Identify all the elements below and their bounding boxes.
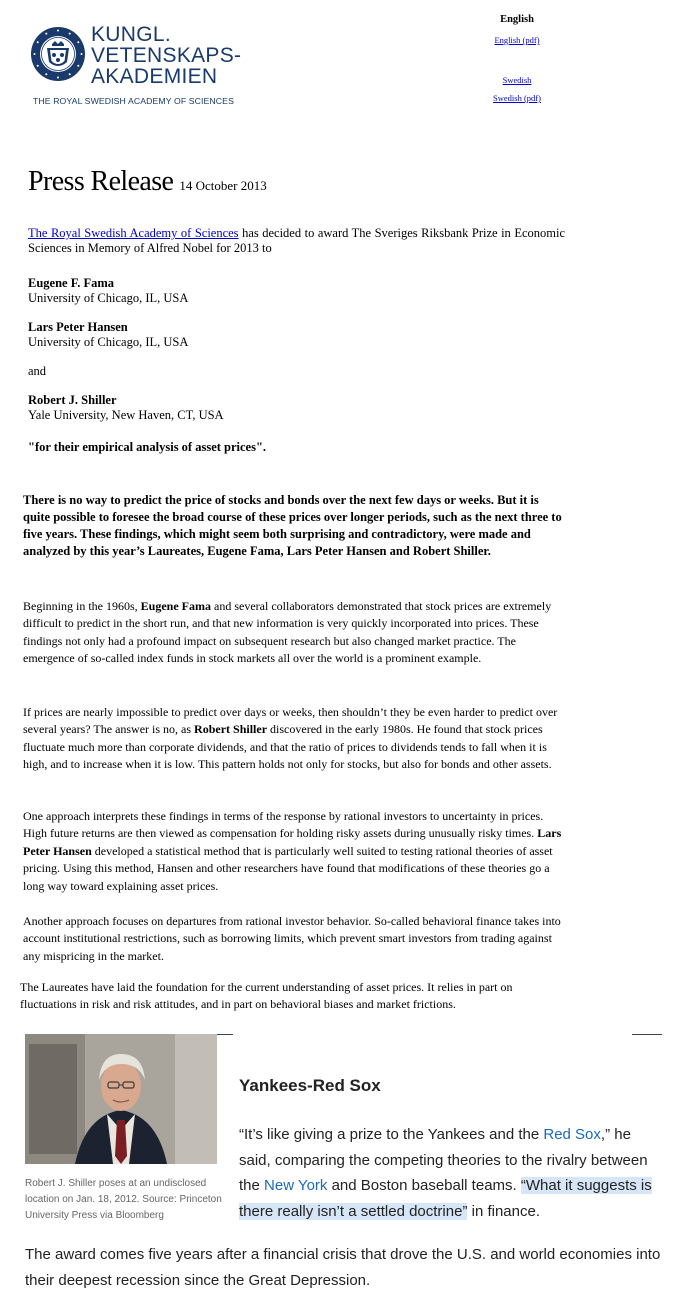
language-title: English	[500, 14, 534, 25]
name-highlight: Eugene Fama	[140, 599, 212, 613]
name-highlight: Lars Peter Hansen	[23, 826, 562, 858]
paragraph-text: One approach interprets these findings in terms of the response by rational investors to uncertainty in prices. High future returns are then viewed as compensation for holding risky assets during unusually risky times.	[23, 809, 544, 841]
logo-line-1: KUNGL.	[91, 23, 171, 46]
quote-text: and Boston baseball teams.	[327, 1177, 521, 1194]
paragraph-shiller	[23, 704, 568, 774]
laureate-hansen	[28, 320, 188, 350]
paragraph-text: and several collaborators demonstrated that stock prices are extremely difficult to predict in the short run, and that new information is very quickly incorporated into prices. These findings not only had a profound impact on subsequent research but also changed market practice. The emergence of so-called index funds in stock markets all over the world is a prominent example.	[23, 599, 552, 666]
name-highlight: Robert Shiller	[194, 722, 268, 737]
paragraph-behavioral: Another approach focuses on departures from rational investor behavior. So-called behavioral finance takes into account institutional restrictions, such as borrowing limits, which prevent smart investors from trading against any mispricing in the market.	[23, 914, 561, 963]
language-panel	[465, 14, 569, 103]
quote-text: in finance.	[467, 1202, 540, 1220]
page-title	[28, 166, 267, 198]
logo-subtitle: THE ROYAL SWEDISH ACADEMY OF SCIENCES	[33, 96, 234, 106]
laureate-name: Lars Peter Hansen	[28, 320, 128, 334]
academy-link[interactable]: The Royal Swedish Academy of Sciences	[28, 226, 239, 240]
highlighted-quote: “What it suggests is there really isn’t a settled doctrine”	[239, 1177, 652, 1220]
divider-right	[632, 1034, 662, 1035]
logo-wordmark	[91, 24, 241, 87]
intro-text: has decided to award The Sveriges Riksbank Prize in Economic Sciences in Memory of Alfred Nobel for 2013 to	[28, 226, 565, 255]
new-york-link[interactable]: New York	[264, 1177, 328, 1194]
shiller-photo	[25, 1034, 217, 1164]
paragraph-text: Beginning in the 1960s,	[23, 599, 141, 613]
release-date: 14 October 2013	[179, 178, 267, 193]
press-release-title: Press Release	[28, 166, 174, 197]
prize-motivation: "for their empirical analysis of asset prices".	[28, 440, 267, 454]
laureate-name: Eugene F. Fama	[28, 276, 114, 290]
laureate-shiller	[28, 393, 224, 423]
laureate-affiliation: Yale University, New Haven, CT, USA	[28, 408, 224, 422]
news-heading: Yankees-Red Sox	[239, 1076, 381, 1095]
laureate-affiliation: University of Chicago, IL, USA	[28, 335, 189, 349]
intro-paragraph	[28, 226, 565, 256]
swedish-link[interactable]: Swedish	[502, 75, 532, 85]
paragraph-hansen	[23, 808, 568, 895]
and-text: and	[28, 364, 47, 378]
paragraph-text: discovered in the early 1980s. He found that stock prices fluctuate much more than corporate dividends, and that the ratio of prices to dividends tends to fall when it is high, and to increase when it is low. This pattern holds not only for stocks, but also for bonds and other assets.	[23, 722, 552, 772]
quote-text: “It’s like giving a prize to the Yankees and the	[239, 1126, 544, 1143]
swedish-pdf-link[interactable]: Swedish (pdf)	[493, 93, 541, 103]
portrait-image	[25, 1034, 217, 1164]
quote-text: ,” he said, comparing the competing theories to the rivalry between the	[239, 1126, 648, 1194]
photo-caption: Robert J. Shiller poses at an undisclosed location on Jan. 18, 2012. Source: Princeton University Press via Bloomberg	[25, 1178, 222, 1221]
laureate-fama	[28, 276, 188, 306]
red-sox-link[interactable]: Red Sox	[543, 1126, 601, 1143]
paragraph-fama	[23, 598, 568, 668]
paragraph-conclusion: The Laureates have laid the foundation for the current understanding of asset prices. It relies in part on fluctuations in risk and risk attitudes, and in part on behavioral biases and market frictions.	[20, 980, 513, 1012]
paragraph-text: developed a statistical method that is particularly well suited to testing rational theories of asset pricing. Using this method, Hansen and other researchers have found that modifications of these theories go a long way toward explaining asset prices.	[23, 843, 553, 893]
english-pdf-link[interactable]: English (pdf)	[494, 35, 540, 45]
logo-line-2: VETENSKAPS-	[91, 44, 242, 67]
news-quote-paragraph	[239, 1122, 664, 1224]
laureate-affiliation: University of Chicago, IL, USA	[28, 291, 189, 305]
academy-seal-icon	[30, 26, 86, 82]
academy-logo	[30, 23, 242, 108]
news-final-paragraph: The award comes five years after a financial crisis that drove the U.S. and world economies into their deepest recession since the Great Depression.	[25, 1246, 661, 1289]
laureate-name: Robert J. Shiller	[28, 393, 117, 407]
paragraph-text: If prices are nearly impossible to predict over days or weeks, then shouldn’t they be even harder to predict over several years? The answer is no, as	[23, 705, 558, 737]
logo-line-3: AKADEMIEN	[91, 65, 218, 88]
summary-paragraph: There is no way to predict the price of stocks and bonds over the next few days or weeks. But it is quite possible to foresee the broad course of these prices over longer periods, such as the next three to five years. These findings, which might seem both surprising and contradictory, were made and analyzed by this year’s Laureates, Eugene Fama, Lars Peter Hansen and Robert Shiller.	[23, 493, 562, 558]
